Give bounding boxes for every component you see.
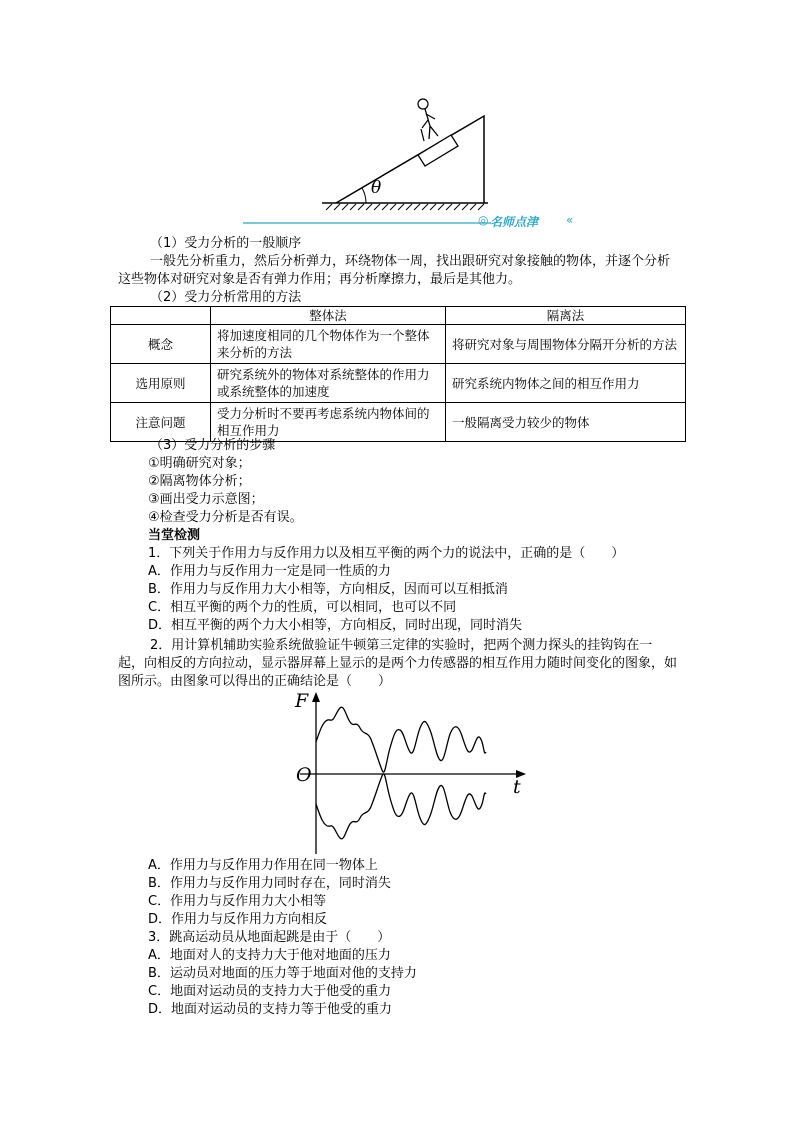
table-cell: 研究系统内物体之间的相互作用力 <box>446 364 686 403</box>
brand-tag: 名师点津 <box>490 215 539 229</box>
table-row <box>111 364 686 403</box>
question2-option: A．作用力与反作用力作用在同一物体上 <box>148 858 378 873</box>
methods-table <box>110 306 686 442</box>
force-time-graph <box>290 690 530 860</box>
question1-option: C．相互平衡的两个力的性质，可以相同，也可以不同 <box>148 600 457 615</box>
question3-stem: 3．跳高运动员从地面起跳是由于（ ） <box>148 930 391 945</box>
table-header-row <box>111 307 686 325</box>
step-item: ②隔离物体分析； <box>148 474 251 489</box>
question3-option: C．地面对运动员的支持力大于他受的重力 <box>148 984 392 999</box>
question1-stem: 1．下列关于作用力与反作用力以及相互平衡的两个力的说法中，正确的是（ ） <box>148 546 625 561</box>
step-item: ①明确研究对象； <box>148 456 251 471</box>
angle-theta-label: θ <box>371 178 382 198</box>
table-row-label: 概念 <box>111 325 211 364</box>
section1-heading: （1）受力分析的一般顺序 <box>150 236 302 251</box>
table-row-label: 注意问题 <box>111 403 211 442</box>
incline-figure <box>318 92 490 216</box>
question3-option: B．运动员对地面的压力等于地面对他的支持力 <box>148 966 417 981</box>
table-header-cell <box>111 307 211 325</box>
table-row <box>111 325 686 364</box>
table-cell: 一般隔离受力较少的物体 <box>446 403 686 442</box>
question2-option: B．作用力与反作用力同时存在，同时消失 <box>148 876 391 891</box>
table-row-label: 选用原则 <box>111 364 211 403</box>
graph-origin-label: O <box>296 764 312 786</box>
section1-body: 一般先分析重力，然后分析弹力，环绕物体一周，找出跟研究对象接触的物体，并逐个分析这些物体对研究对象是否有弹力作用；再分析摩擦力，最后是其他力。 <box>118 254 671 287</box>
question2-option: C．作用力与反作用力大小相等 <box>148 894 327 909</box>
divider-dot-icon: ◎ <box>478 213 489 227</box>
question3-option: A．地面对人的支持力大于他对地面的压力 <box>148 948 391 963</box>
graph-x-axis-label: t <box>513 776 521 798</box>
table-header-cell: 隔离法 <box>446 307 686 325</box>
question2-stem: 2．用计算机辅助实验系统做验证牛顿第三定律的实验时，把两个测力探头的挂钩钩在一起，向相反的方向拉动，显示器屏幕上显示的是两个力传感器的相互作用力随时间变化的图象，如图所示。由图象可以得出的正确结论是（ ） <box>118 638 678 689</box>
table-row <box>111 403 686 442</box>
step-item: ④检查受力分析是否有误。 <box>148 510 303 525</box>
table-cell: 受力分析时不要再考虑系统内物体间的相互作用力 <box>211 403 446 442</box>
question1-option: D．相互平衡的两个力大小相等，方向相反，同时出现，同时消失 <box>148 618 523 633</box>
section2-heading: （2）受力分析常用的方法 <box>150 290 302 305</box>
section3-heading: （3）受力分析的步骤 <box>150 438 276 453</box>
table-cell: 将加速度相同的几个物体作为一个整体来分析的方法 <box>211 325 446 364</box>
question1-option: B．作用力与反作用力大小相等，方向相反，因而可以互相抵消 <box>148 582 508 597</box>
step-item: ③画出受力示意图； <box>148 492 264 507</box>
quiz-title: 当堂检测 <box>148 528 201 543</box>
table-cell: 将研究对象与周围物体分隔开分析的方法 <box>446 325 686 364</box>
double-chevron-icon: « <box>566 213 574 227</box>
question1-option: A．作用力与反作用力一定是同一性质的力 <box>148 564 391 579</box>
section-divider <box>243 218 493 228</box>
table-header-cell: 整体法 <box>211 307 446 325</box>
table-cell: 研究系统外的物体对系统整体的作用力或系统整体的加速度 <box>211 364 446 403</box>
question3-option: D．地面对运动员的支持力等于他受的重力 <box>148 1002 393 1017</box>
question2-option: D．作用力与反作用力方向相反 <box>148 912 328 927</box>
graph-y-axis-label: F <box>295 690 309 712</box>
